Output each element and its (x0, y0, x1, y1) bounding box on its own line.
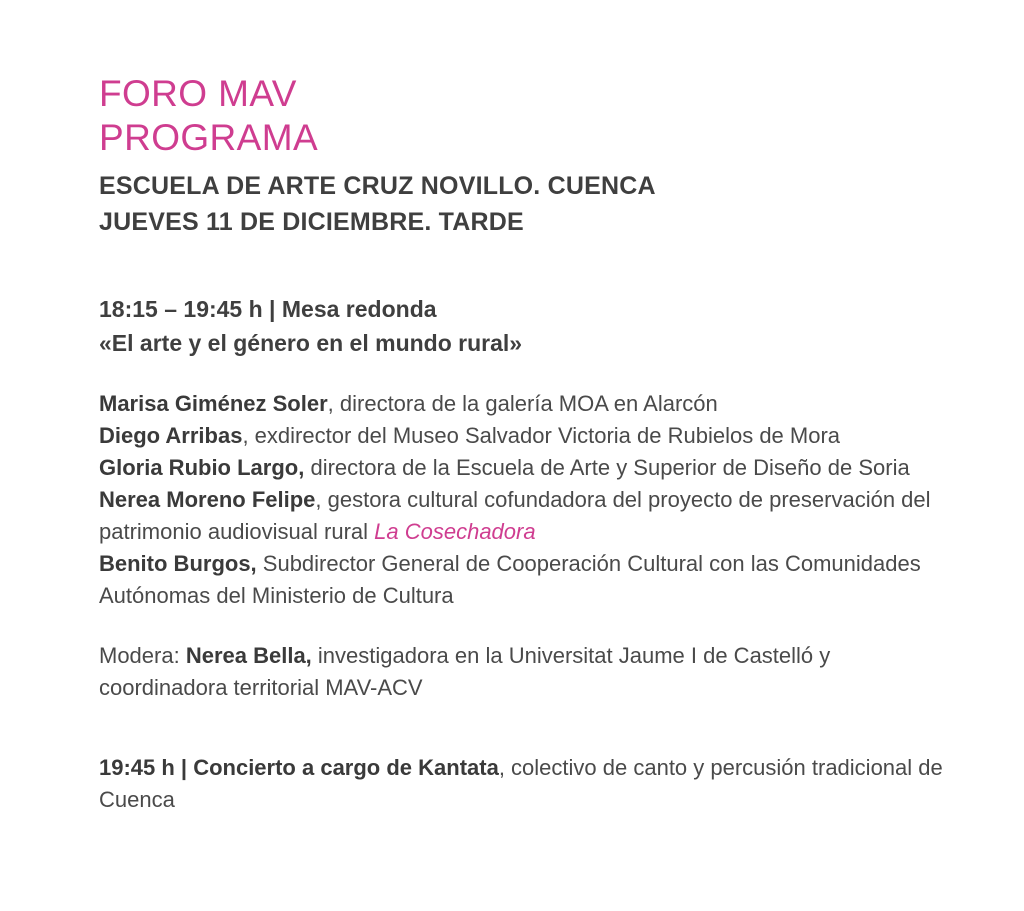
title-line-foro-mav: FORO MAV (99, 73, 297, 114)
moderator-label: Modera: (99, 643, 186, 668)
participant-name: Gloria Rubio Largo, (99, 455, 305, 480)
list-item (99, 420, 944, 452)
session-time-type: 18:15 – 19:45 h | Mesa redonda (99, 296, 437, 322)
session-topic: «El arte y el género en el mundo rural» (99, 330, 523, 356)
list-item (99, 484, 944, 548)
participant-role: , directora de la galería MOA en Alarcón (327, 391, 718, 416)
moderator-role: investigadora en la Universitat Jaume I de Castelló y coordinadora territorial MAV-ACV (99, 643, 831, 700)
session-block (99, 292, 944, 704)
subtitle-date: JUEVES 11 DE DICIEMBRE. TARDE (99, 208, 524, 236)
title-line-programa: PROGRAMA (99, 117, 319, 158)
participant-name: Marisa Giménez Soler (99, 391, 328, 416)
list-item (99, 452, 944, 484)
moderator-name: Nerea Bella, (185, 643, 312, 668)
participant-name: Benito Burgos, (99, 551, 257, 576)
concert-description: , colectivo de canto y percusión tradicional de Cuenca (99, 755, 943, 812)
participant-role: Subdirector General de Cooperación Cultural con las Comunidades Autónomas del Ministerio de Cultura (99, 551, 921, 608)
list-item (99, 548, 944, 612)
list-item (99, 388, 944, 420)
subtitle-venue: ESCUELA DE ARTE CRUZ NOVILLO. CUENCA (99, 172, 656, 200)
concert-lead: 19:45 h | Concierto a cargo de Kantata (99, 755, 499, 780)
participant-list (99, 388, 944, 612)
title-block (99, 72, 944, 160)
participant-role: , gestora cultural cofundadora del proyecto de preservación del patrimonio audiovisual rural (99, 487, 931, 544)
participant-name: Diego Arribas (99, 423, 243, 448)
moderator-line (99, 640, 944, 704)
concert-block (99, 752, 944, 816)
participant-name: Nerea Moreno Felipe (99, 487, 316, 512)
participant-role: , exdirector del Museo Salvador Victoria de Rubielos de Mora (242, 423, 841, 448)
project-title: La Cosechadora (374, 519, 536, 544)
participant-role: directora de la Escuela de Arte y Superior de Diseño de Soria (304, 455, 910, 480)
subtitle-block (99, 168, 944, 240)
